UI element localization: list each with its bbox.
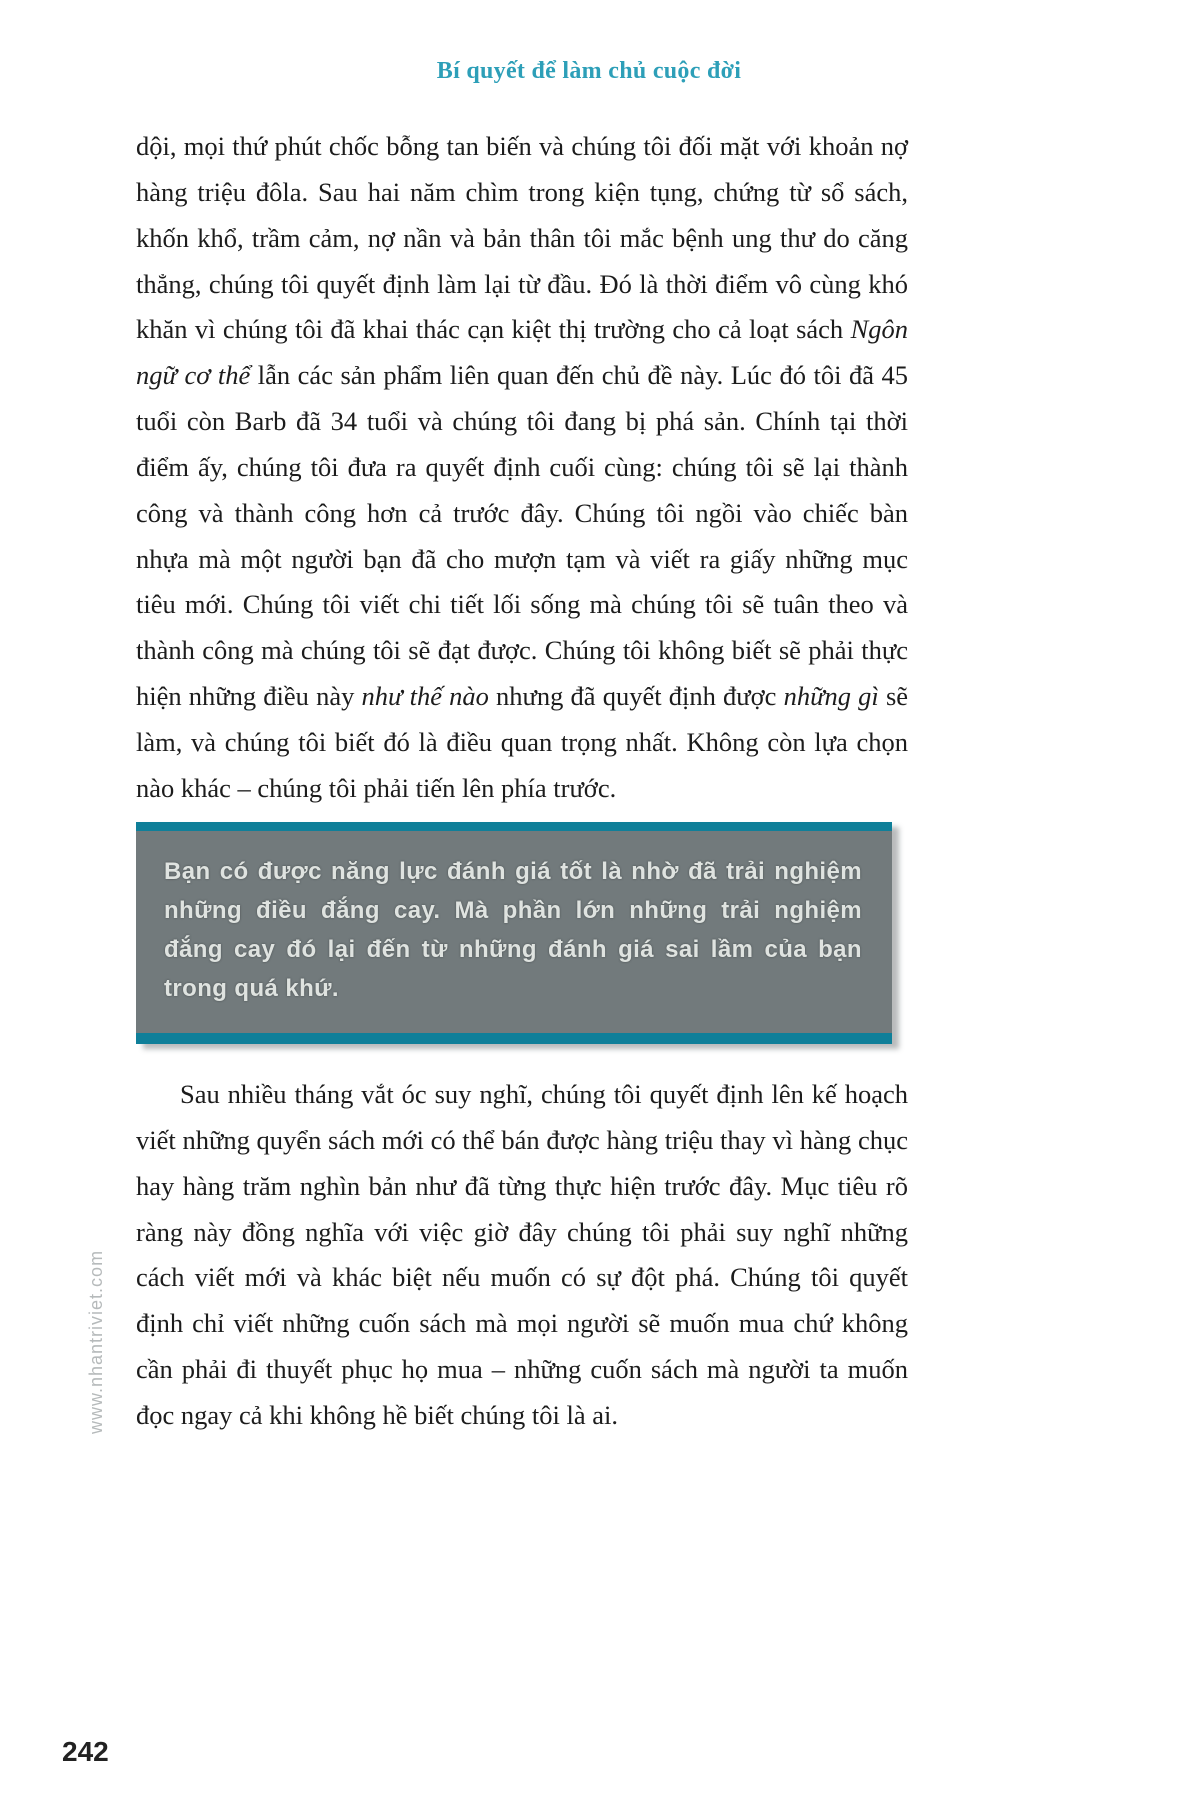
paragraph-segment: nhưng đã quyết định được	[488, 681, 784, 712]
quote-top-border	[136, 822, 892, 831]
publisher-watermark: www.nhantriviet.com	[86, 1249, 106, 1434]
body-paragraph-2	[136, 1072, 908, 1439]
paragraph-text	[136, 124, 908, 812]
quote-bottom-border	[136, 1033, 892, 1044]
paragraph-segment: lẫn các sản phẩm liên quan đến chủ đề này. Lúc đó tôi đã 45 tuổi còn Barb đã 34 tuổi và chúng tôi đang bị phá sản. Chính tại thời điểm ấy, chúng tôi đưa ra quyết định cuối cùng: chúng tôi sẽ lại thành công và thành công hơn cả trước đây. Chúng tôi ngồi vào chiếc bàn nhựa mà một người bạn đã cho mượn tạm và viết ra giấy những mục tiêu mới. Chúng tôi viết chi tiết lối sống mà chúng tôi sẽ tuân theo và thành công mà chúng tôi sẽ đạt được. Chúng tôi không biết sẽ phải thực hiện những điều này	[136, 360, 908, 712]
paragraph-text: Sau nhiều tháng vắt óc suy nghĩ, chúng tôi quyết định lên kế hoạch viết những quyển sách mới có thể bán được hàng triệu thay vì hàng chục hay hàng trăm nghìn bản như đã từng thực hiện trước đây. Mục tiêu rõ ràng này đồng nghĩa với việc giờ đây chúng tôi phải suy nghĩ những cách viết mới và khác biệt nếu muốn có sự đột phá. Chúng tôi quyết định chỉ viết những cuốn sách mà mọi người sẽ muốn mua chứ không cần phải đi thuyết phục họ mua – những cuốn sách mà người ta muốn đọc ngay cả khi không hề biết chúng tôi là ai.	[136, 1079, 908, 1430]
paragraph-segment: dội, mọi thứ phút chốc bỗng tan biến và chúng tôi đối mặt với khoản nợ hàng triệu đôla. Sau hai năm chìm trong kiện tụng, chứng từ sổ sách, khốn khổ, trầm cảm, nợ nần và bản thân tôi mắc bệnh ung thư do căng thẳng, chúng tôi quyết định làm lại từ đầu. Đó là thời điểm vô cùng khó khăn vì chúng tôi đã khai thác cạn kiệt thị trường cho cả loạt sách	[136, 131, 908, 345]
body-paragraph-1	[136, 124, 908, 812]
italic-phrase: như thế nào	[361, 681, 489, 712]
pull-quote-text: Bạn có được năng lực đánh giá tốt là nhờ đã trải nghiệm những điều đắng cay. Mà phần lớn những trải nghiệm đắng cay đó lại đến từ những đánh giá sai lầm của bạn trong quá khứ.	[164, 858, 862, 1002]
italic-book-title: Ngôn ngữ cơ thể	[136, 314, 908, 391]
running-header-title: Bí quyết để làm chủ cuộc đời	[436, 58, 742, 84]
italic-phrase: những gì	[783, 681, 879, 712]
page-number: 242	[62, 1736, 109, 1767]
pull-quote-box	[136, 822, 892, 1044]
paragraph-segment: sẽ làm, và chúng tôi biết đó là điều quan trọng nhất. Không còn lựa chọn nào khác – chúng tôi phải tiến lên phía trước.	[136, 681, 909, 803]
